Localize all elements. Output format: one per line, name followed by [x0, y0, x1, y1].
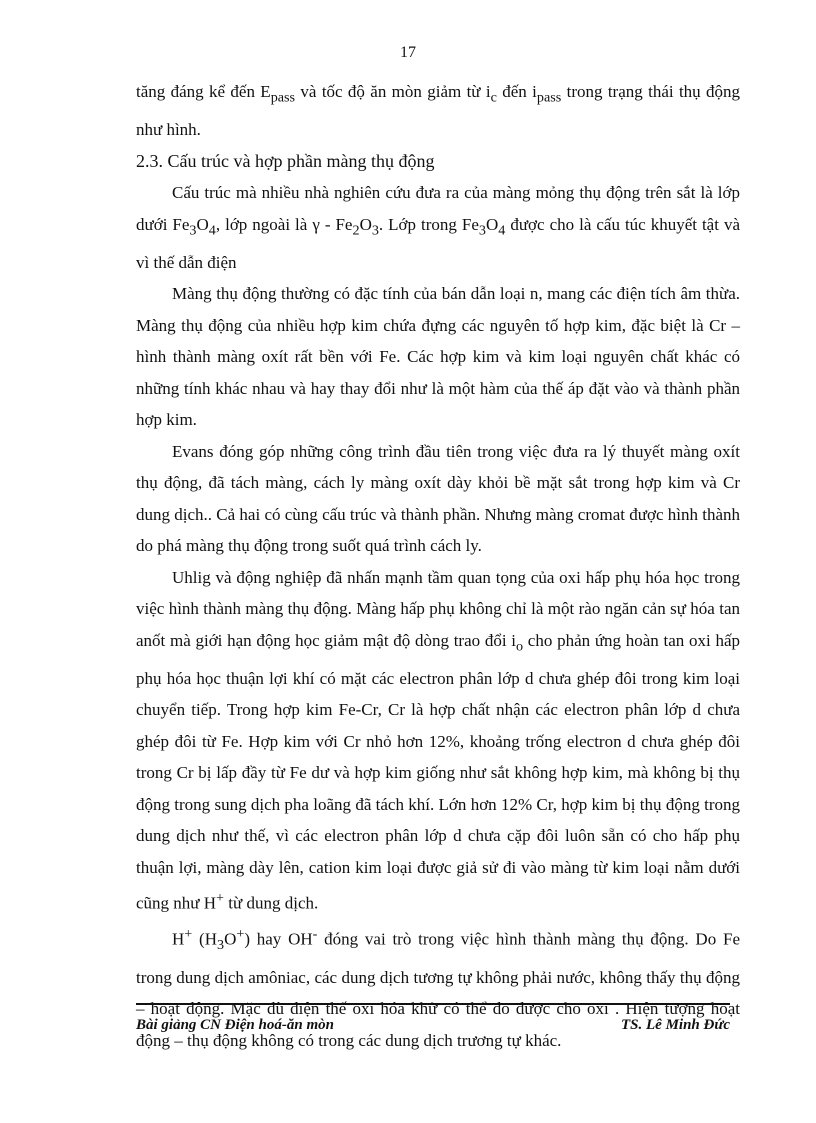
section-title: 2.3. Cấu trúc và hợp phần màng thụ động — [136, 151, 435, 172]
superscript: + — [184, 926, 193, 943]
subscript: 2 — [352, 222, 360, 239]
text: tăng đáng kể đến E — [136, 82, 271, 101]
page-footer — [136, 1017, 730, 1034]
text: đến i — [496, 82, 537, 101]
paragraph-uhlig — [136, 562, 740, 920]
text: , lớp ngoài là γ - Fe — [215, 214, 353, 234]
text: Cấu trúc mà nhiều nhà nghiên cứu đưa ra của màng mỏng thụ động trên sắt là lớp dưới Fe — [136, 183, 740, 234]
text: O — [224, 929, 237, 949]
text: (H — [192, 929, 217, 949]
subscript: 3 — [189, 222, 197, 239]
text: và tốc độ ăn mòn giảm từ i — [295, 82, 491, 101]
footer-author: TS. Lê Minh Đức — [621, 1017, 730, 1033]
paragraph-hydroxide — [136, 919, 740, 1056]
paragraph-structure — [136, 177, 740, 278]
footer-course-title: Bài giảng CN Điện hoá-ăn mòn — [136, 1017, 334, 1033]
subscript: 4 — [498, 222, 506, 239]
subscript: 3 — [216, 937, 225, 954]
page-number: 17 — [400, 44, 416, 61]
text: Uhlig và động nghiệp đã nhấn mạnh tầm quan tọng của oxi hấp phụ hóa học trong việc hình thành màng thụ động. Màng hấp phụ không chỉ là một rào ngăn cản sự hóa tan anốt mà giới hạn động học giảm mật độ dòng trao đổi i — [136, 567, 740, 650]
intro-paragraph — [136, 76, 740, 145]
text: cho phản ứng hoàn tan oxi hấp phụ hóa học thuận lợi khí có mặt các electron phân lớp d chưa ghép đôi trong kim loại chuyển tiếp. Trong hợp kim Fe-Cr, Cr là hợp chất nhận các electron phân lớp d chưa ghép đôi từ Fe. Hợp kim với Cr nhỏ hơn 12%, khoảng trống electron d chưa ghép đôi trong Cr bị lấp đầy từ Fe dư và hợp kim giống như sắt không hợp kim, mà không bị thụ động trong sung dịch pha loãng đã tách khí. Lớn hơn 12% Cr, hợp kim bị thụ động trong dung dịch như thế, vì các electron phân lớp d chưa cặp đôi luôn sẵn có cho hấp phụ thuận lợi, màng dày lên, cation kim loại được giả sử đi vào màng từ kim loại nằm dưới cũng như H — [136, 630, 740, 913]
text: ) hay OH — [244, 929, 313, 949]
text: đóng vai trò trong việc hình thành màng thụ động. Do Fe trong dung dịch amôniac, các dung dịch tương tự không phải nước, không thấy thụ động – hoạt động. Mặc dù điện thế oxi hóa khử có thể đo được cho oxi . Hiện tượng hoạt động – thụ động không có trong các dung dịch trương tự khác. — [136, 929, 740, 1050]
page-content — [136, 76, 740, 1056]
paragraph-evans: Evans đóng góp những công trình đầu tiên trong việc đưa ra lý thuyết màng oxít thụ động, đã tách màng, cách ly màng oxít dày khỏi bề mặt sắt trong hợp kim và Cr dung dịch.. Cả hai có cùng cấu trúc và thành phần. Nhưng màng cromat được hình thành do phá màng thụ động trong suốt quá trình cách ly. — [136, 441, 740, 556]
subscript: 4 — [208, 222, 216, 239]
subscript: 3 — [371, 222, 379, 239]
text: từ dung dịch. — [224, 893, 319, 913]
text: . Lớp trong Fe — [378, 214, 479, 234]
subscript: o — [516, 638, 524, 655]
footer-divider — [136, 1003, 730, 1005]
superscript: - — [312, 926, 318, 943]
subscript: pass — [536, 89, 562, 106]
text: O — [196, 214, 209, 234]
subscript: 3 — [478, 222, 486, 239]
text: được cho là cấu túc khuyết tật và vì thế dẫn điện — [136, 214, 740, 272]
superscript: + — [216, 890, 225, 907]
text: O — [359, 214, 372, 234]
text: H — [172, 929, 185, 949]
subscript: c — [490, 89, 497, 106]
text: O — [485, 214, 499, 234]
superscript: + — [236, 926, 245, 943]
subscript: pass — [270, 89, 296, 106]
text: trong trạng thái thụ động như hình. — [136, 82, 741, 139]
paragraph-semiconductor: Màng thụ động thường có đặc tính của bán dẫn loại n, mang các điện tích âm thừa. Màng thụ động của nhiều hợp kim chứa đựng các nguyên tố hợp kim, đặc biệt là Cr – hình thành màng oxít rất bền với Fe. Các hợp kim và kim loại nguyên chất khác có những tính khác nhau và hay thay đổi như là một hàm của thế áp đặt vào và thành phần hợp kim. — [136, 284, 740, 430]
